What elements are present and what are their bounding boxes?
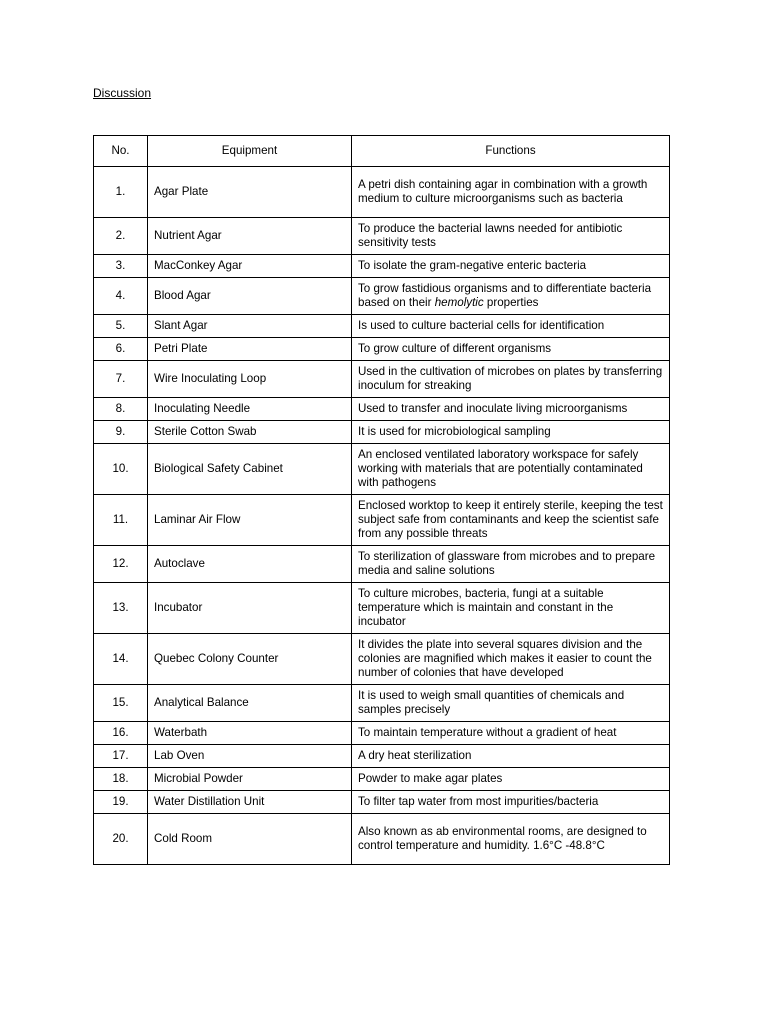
table-row	[94, 791, 670, 814]
table-row	[94, 444, 670, 495]
equipment-name: Laminar Air Flow	[148, 495, 352, 546]
table-row	[94, 814, 670, 865]
row-number: 8.	[94, 398, 148, 421]
function-emphasis: hemolytic	[434, 296, 484, 309]
table-row	[94, 315, 670, 338]
row-number: 12.	[94, 546, 148, 583]
equipment-function: It divides the plate into several squares division and the colonies are magnified which makes it easier to count the number of colonies that have developed	[352, 634, 670, 685]
equipment-name: Autoclave	[148, 546, 352, 583]
equipment-function	[352, 278, 670, 315]
table-row	[94, 583, 670, 634]
equipment-function: It is used to weigh small quantities of chemicals and samples precisely	[352, 685, 670, 722]
table-body	[94, 167, 670, 865]
row-number: 19.	[94, 791, 148, 814]
row-number: 16.	[94, 722, 148, 745]
row-number: 3.	[94, 255, 148, 278]
function-text: To grow fastidious organisms and to differentiate bacteria based on their	[358, 282, 652, 309]
row-number: 1.	[94, 167, 148, 218]
row-number: 15.	[94, 685, 148, 722]
header-no: No.	[94, 136, 148, 167]
row-number: 2.	[94, 218, 148, 255]
equipment-name: Nutrient Agar	[148, 218, 352, 255]
equipment-name: Lab Oven	[148, 745, 352, 768]
table-header-row	[94, 136, 670, 167]
equipment-name: Cold Room	[148, 814, 352, 865]
equipment-function: An enclosed ventilated laboratory workspace for safely working with materials that are potentially contaminated with pathogens	[352, 444, 670, 495]
table-row	[94, 421, 670, 444]
row-number: 6.	[94, 338, 148, 361]
equipment-name: Agar Plate	[148, 167, 352, 218]
table-row	[94, 768, 670, 791]
equipment-name: Waterbath	[148, 722, 352, 745]
row-number: 4.	[94, 278, 148, 315]
table-row	[94, 722, 670, 745]
equipment-function: A dry heat sterilization	[352, 745, 670, 768]
row-number: 11.	[94, 495, 148, 546]
table-row	[94, 255, 670, 278]
table-row	[94, 278, 670, 315]
equipment-function: To sterilization of glassware from microbes and to prepare media and saline solutions	[352, 546, 670, 583]
section-heading: Discussion	[93, 86, 152, 100]
equipment-function: To filter tap water from most impurities/bacteria	[352, 791, 670, 814]
equipment-name: MacConkey Agar	[148, 255, 352, 278]
table-row	[94, 398, 670, 421]
equipment-name: Microbial Powder	[148, 768, 352, 791]
table-row	[94, 685, 670, 722]
equipment-function: It is used for microbiological sampling	[352, 421, 670, 444]
row-number: 20.	[94, 814, 148, 865]
equipment-name: Analytical Balance	[148, 685, 352, 722]
table-row	[94, 218, 670, 255]
table-row	[94, 338, 670, 361]
equipment-function: To grow culture of different organisms	[352, 338, 670, 361]
row-number: 7.	[94, 361, 148, 398]
equipment-name: Sterile Cotton Swab	[148, 421, 352, 444]
equipment-table	[93, 135, 670, 865]
row-number: 18.	[94, 768, 148, 791]
equipment-function: Enclosed worktop to keep it entirely sterile, keeping the test subject safe from contaminants and keep the scientist safe from any possible threats	[352, 495, 670, 546]
row-number: 5.	[94, 315, 148, 338]
equipment-function: To produce the bacterial lawns needed for antibiotic sensitivity tests	[352, 218, 670, 255]
equipment-function: A petri dish containing agar in combination with a growth medium to culture microorganisms such as bacteria	[352, 167, 670, 218]
equipment-function: To culture microbes, bacteria, fungi at a suitable temperature which is maintain and constant in the incubator	[352, 583, 670, 634]
equipment-function: To maintain temperature without a gradient of heat	[352, 722, 670, 745]
row-number: 17.	[94, 745, 148, 768]
table-row	[94, 495, 670, 546]
equipment-function: Used to transfer and inoculate living microorganisms	[352, 398, 670, 421]
equipment-name: Incubator	[148, 583, 352, 634]
equipment-function: To isolate the gram-negative enteric bacteria	[352, 255, 670, 278]
row-number: 14.	[94, 634, 148, 685]
equipment-function: Is used to culture bacterial cells for identification	[352, 315, 670, 338]
equipment-name: Slant Agar	[148, 315, 352, 338]
header-equipment: Equipment	[148, 136, 352, 167]
table-row	[94, 634, 670, 685]
equipment-name: Inoculating Needle	[148, 398, 352, 421]
row-number: 10.	[94, 444, 148, 495]
equipment-name: Wire Inoculating Loop	[148, 361, 352, 398]
equipment-name: Quebec Colony Counter	[148, 634, 352, 685]
table-row	[94, 745, 670, 768]
table-row	[94, 546, 670, 583]
equipment-name: Petri Plate	[148, 338, 352, 361]
function-text-tail: properties	[483, 296, 539, 309]
table-row	[94, 361, 670, 398]
row-number: 13.	[94, 583, 148, 634]
row-number: 9.	[94, 421, 148, 444]
equipment-function: Used in the cultivation of microbes on plates by transferring inoculum for streaking	[352, 361, 670, 398]
equipment-function: Powder to make agar plates	[352, 768, 670, 791]
table-row	[94, 167, 670, 218]
header-functions: Functions	[352, 136, 670, 167]
equipment-function: Also known as ab environmental rooms, are designed to control temperature and humidity. 1.6°C -48.8°C	[352, 814, 670, 865]
equipment-name: Water Distillation Unit	[148, 791, 352, 814]
equipment-name: Blood Agar	[148, 278, 352, 315]
equipment-name: Biological Safety Cabinet	[148, 444, 352, 495]
